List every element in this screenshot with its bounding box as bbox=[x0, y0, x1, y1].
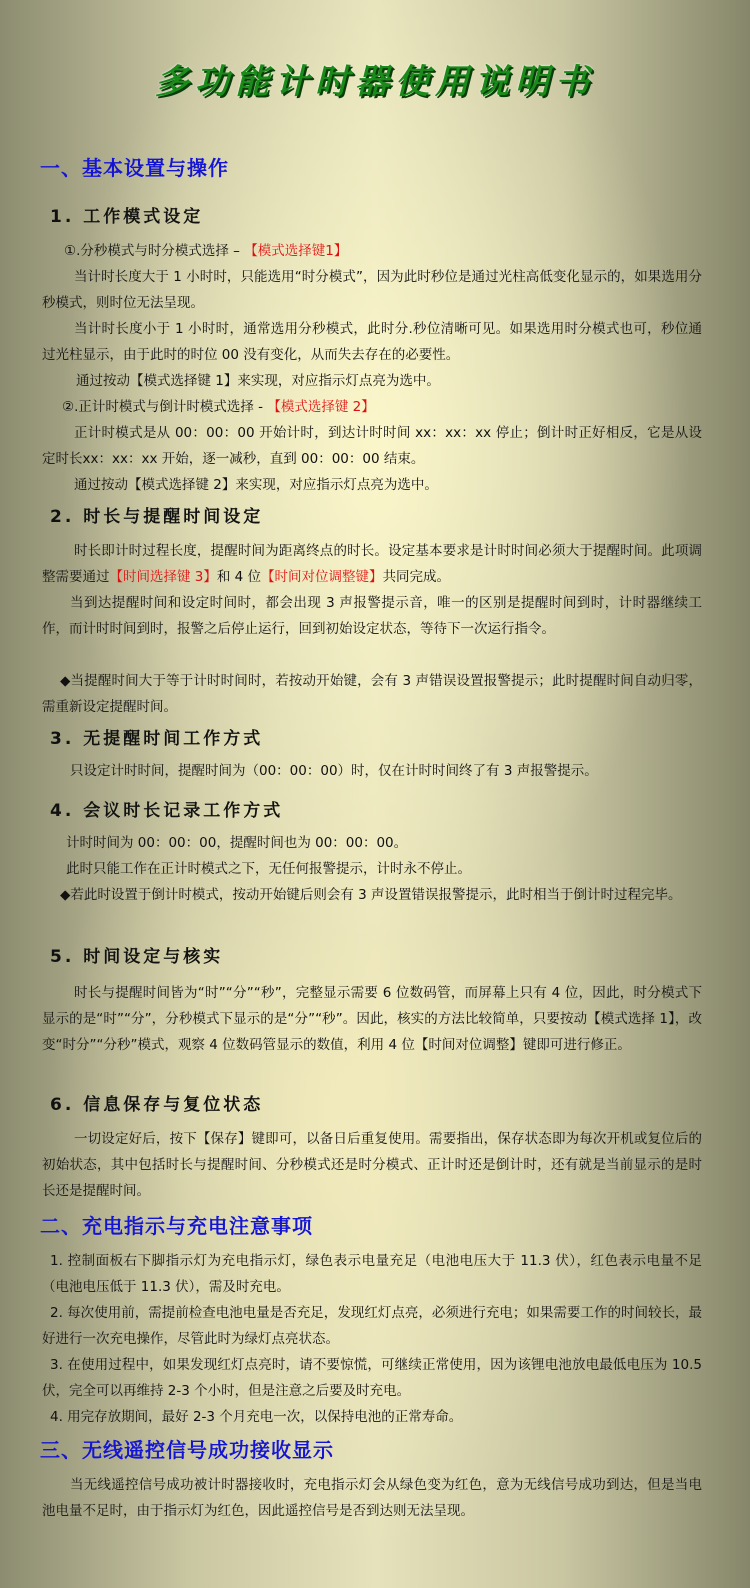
list-item: 2. 每次使用前，需提前检查电池电量是否充足，发现红灯点亮，必须进行充电；如果需要工作的时间较长，最好进行一次充电操作，尽管此时为绿灯点亮状态。 bbox=[42, 1305, 702, 1347]
mode-select-key-2: 【模式选择键 2】 bbox=[267, 399, 375, 415]
time-select-key-3: 【时间选择键 3】 bbox=[109, 569, 217, 585]
subheading-meeting: 4. 会议时长记录工作方式 bbox=[50, 801, 284, 821]
section-heading-remote: 三、无线遥控信号成功接收显示 bbox=[40, 1438, 334, 1462]
mode-select-line-1 bbox=[42, 238, 702, 264]
page-title: 多功能计时器使用说明书 bbox=[155, 62, 595, 102]
section-heading-basic: 一、基本设置与操作 bbox=[40, 156, 229, 180]
mode-select-key-1: 【模式选择键1】 bbox=[244, 243, 348, 259]
paragraph: 计时时间为 00：00：00，提醒时间也为 00：00：00。 bbox=[66, 835, 408, 851]
subheading-time-verify: 5. 时间设定与核实 bbox=[50, 947, 224, 967]
subheading-no-reminder: 3. 无提醒时间工作方式 bbox=[50, 729, 264, 749]
paragraph: 只设定计时时间，提醒时间为（00：00：00）时，仅在计时时间终了有 3 声报警提示。 bbox=[70, 763, 598, 779]
subheading-save-reset: 6. 信息保存与复位状态 bbox=[50, 1095, 264, 1115]
time-adjust-key: 【时间对位调整键】 bbox=[261, 569, 383, 585]
subheading-work-mode: 1. 工作模式设定 bbox=[50, 207, 204, 227]
paragraph: 通过按动【模式选择键 2】来实现，对应指示灯点亮为选中。 bbox=[74, 477, 438, 493]
paragraph-text: 时长即计时过程长度，提醒时间为距离终点的时长。设定基本要求是计时时间必须大于提醒时间。此项调整需要通过 bbox=[42, 543, 702, 585]
paragraph: 当无线遥控信号成功被计时器接收时，充电指示灯会从绿色变为红色，意为无线信号成功到达，但是当电池电量不足时，由于指示灯为红色，因此遥控信号是否到达则无法呈现。 bbox=[42, 1477, 702, 1519]
list-item: 3. 在使用过程中，如果发现红灯点亮时，请不要惊慌，可继续正常使用，因为该锂电池放电最低电压为 10.5 伏，完全可以再维持 2-3 个小时，但是注意之后要及时充电。 bbox=[42, 1357, 702, 1399]
paragraph: ◆当提醒时间大于等于计时时间时，若按动开始键，会有 3 声错误设置报警提示；此时提醒时间自动归零，需重新设定提醒时间。 bbox=[42, 673, 702, 715]
paragraph bbox=[42, 538, 702, 590]
paragraph: 当到达提醒时间和设定时间时，都会出现 3 声报警提示音，唯一的区别是提醒时间到时，计时器继续工作，而计时时间到时，报警之后停止运行，回到初始设定状态，等待下一次运行指令。 bbox=[42, 595, 702, 637]
subheading-duration: 2. 时长与提醒时间设定 bbox=[50, 507, 264, 527]
mode-select-1-text: ①.分秒模式与时分模式选择 – bbox=[64, 243, 240, 259]
list-item: 1. 控制面板右下脚指示灯为充电指示灯，绿色表示电量充足（电池电压大于 11.3 伏），红色表示电量不足（电池电压低于 11.3 伏），需及时充电。 bbox=[42, 1253, 702, 1295]
paragraph: 正计时模式是从 00：00：00 开始计时，到达计时时间 xx：xx：xx 停止；倒计时正好相反，它是从设定时长xx：xx：xx 开始，逐一减秒，直到 00：00：00 结束。 bbox=[42, 425, 702, 467]
list-item: 4. 用完存放期间，最好 2-3 个月充电一次，以保持电池的正常寿命。 bbox=[50, 1409, 463, 1425]
paragraph: 通过按动【模式选择键 1】来实现，对应指示灯点亮为选中。 bbox=[76, 373, 440, 389]
paragraph: 时长与提醒时间皆为“时”“分”“秒”，完整显示需要 6 位数码管，而屏幕上只有 4 位，因此，时分模式下显示的是“时”“分”，分秒模式下显示的是“分”“秒”。因此，核实的方法比较简单，只要按动【模式选择 1】，改变“时分”“分秒”模式，观察 4 位数码管显示的数值，利用 4 位【时间对位调整】键即可进行修正。 bbox=[42, 985, 702, 1053]
mode-select-2-text: ②.正计时模式与倒计时模式选择 - bbox=[62, 399, 264, 415]
paragraph: 此时只能工作在正计时模式之下，无任何报警提示，计时永不停止。 bbox=[66, 861, 471, 877]
paragraph-text: 共同完成。 bbox=[382, 569, 451, 585]
paragraph-text: 和 4 位 bbox=[216, 569, 262, 585]
section-heading-charging: 二、充电指示与充电注意事项 bbox=[40, 1214, 313, 1238]
paragraph: 当计时长度小于 1 小时时，通常选用分秒模式，此时分.秒位清晰可见。如果选用时分模式也可，秒位通过光柱显示，由于此时的时位 00 没有变化，从而失去存在的必要性。 bbox=[42, 321, 702, 363]
mode-select-line-2 bbox=[42, 394, 702, 420]
paragraph: 当计时长度大于 1 小时时，只能选用“时分模式”，因为此时秒位是通过光柱高低变化显示的，如果选用分秒模式，则时位无法呈现。 bbox=[42, 269, 702, 311]
paragraph: ◆若此时设置于倒计时模式，按动开始键后则会有 3 声设置错误报警提示，此时相当于倒计时过程完毕。 bbox=[60, 887, 682, 903]
paragraph: 一切设定好后，按下【保存】键即可，以备日后重复使用。需要指出，保存状态即为每次开机或复位后的初始状态，其中包括时长与提醒时间、分秒模式还是时分模式、正计时还是倒计时，还有就是当前显示的是时长还是提醒时间。 bbox=[42, 1131, 702, 1199]
